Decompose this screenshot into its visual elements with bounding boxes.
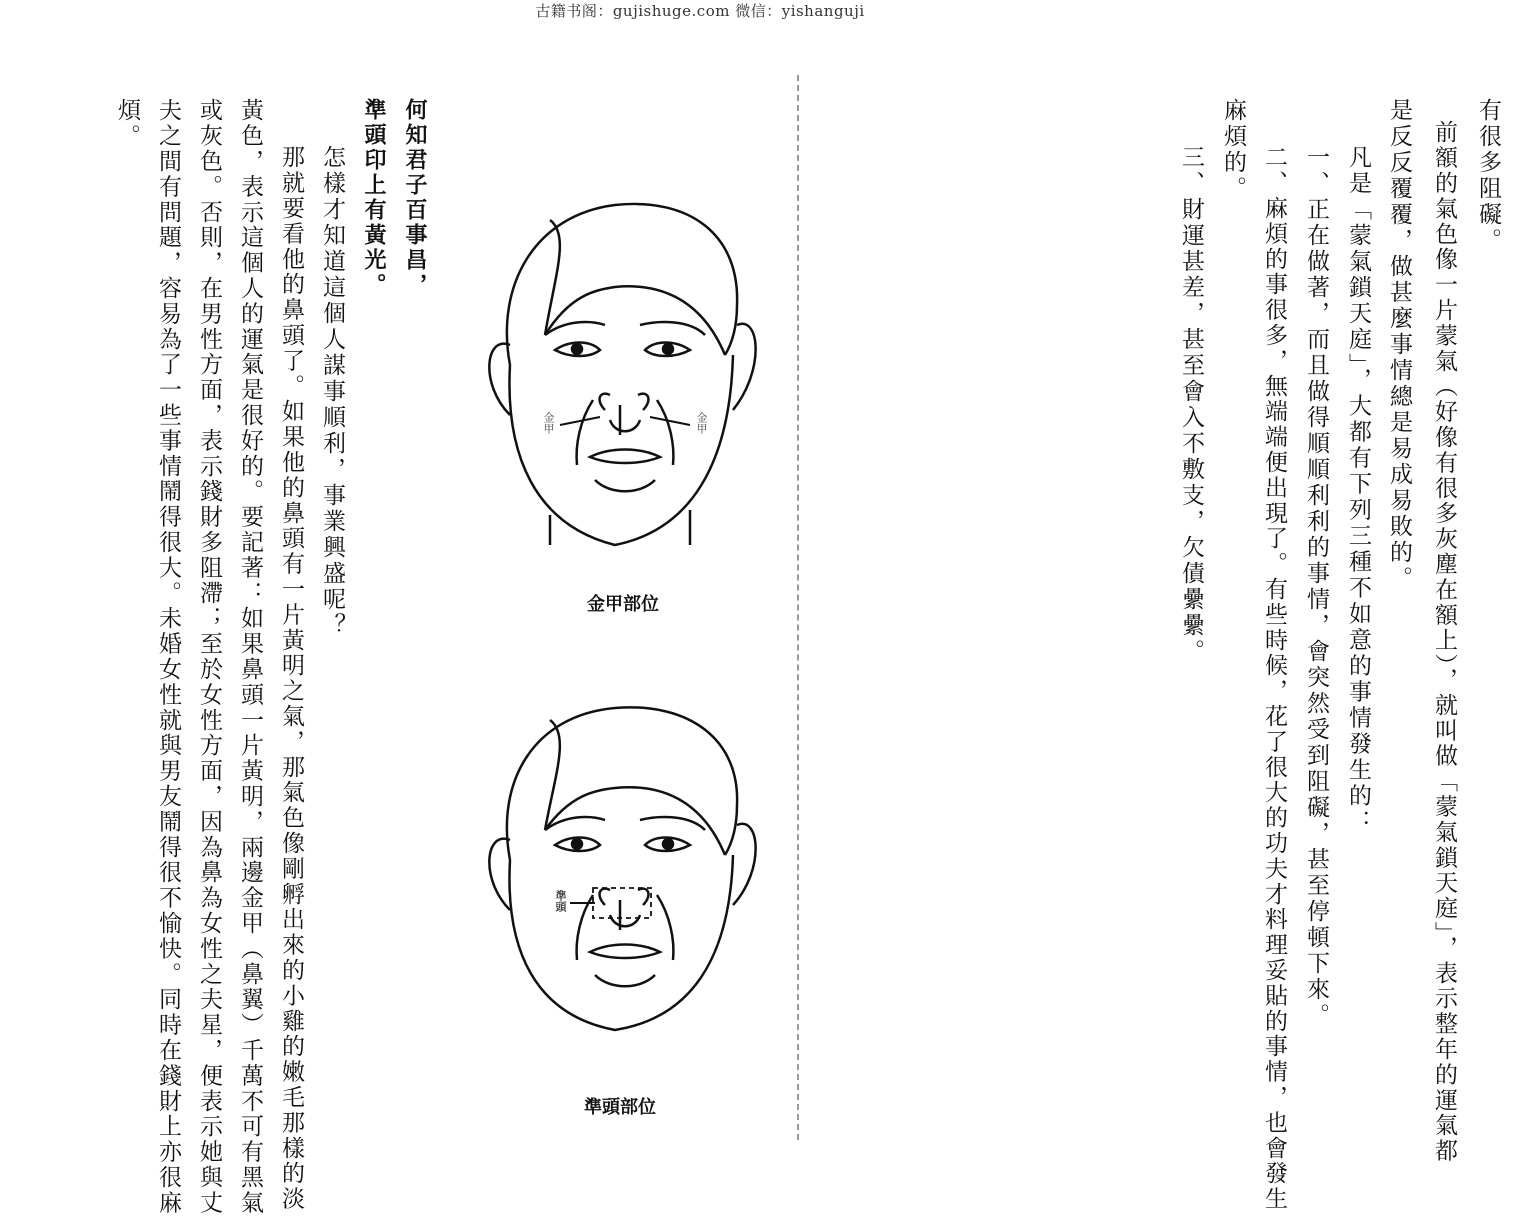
left-line-1: 怎樣才知道這個人謀事順利，事業興盛呢？ — [319, 145, 345, 639]
left-line-4: 或灰色。否則，在男性方面，表示錢財多阻滯；至於女性方面，因為鼻為女性之夫星，便表示她與丈 — [196, 98, 222, 1216]
face-diagram-nose-tip — [475, 700, 775, 1040]
right-line-2: 前額的氣色像一片蒙氣（好像有很多灰塵在額上），就叫做「蒙氣鎖天庭」，表示整年的運氣都 — [1431, 120, 1457, 1164]
right-line-3: 是反反覆覆，做甚麼事情總是易成易敗的。 — [1386, 98, 1412, 592]
caption-nose-tip: 準頭部位 — [584, 1097, 656, 1118]
watermark: 古籍书阁：gujishuge.com 微信：yishanguji — [535, 2, 865, 20]
marker-golden-armor-left: 金甲 — [542, 412, 555, 434]
face-diagram-golden-armor — [475, 195, 775, 555]
poem-line-2: 準頭印上有黃光。 — [361, 98, 386, 298]
left-line-5: 夫之間有問題，容易為了一些事情鬧得很大。未婚女性就與男友鬧得很不愉快。同時在錢財上亦很麻 — [155, 98, 181, 1216]
right-line-5: 一、正在做著，而且做得順順利利的事情，會突然受到阻礙，甚至停頓下來。 — [1303, 145, 1329, 1029]
right-line-4: 凡是「蒙氣鎖天庭」，大都有下列三種不如意的事情發生的： — [1345, 145, 1371, 836]
left-line-6: 煩。 — [114, 98, 140, 150]
left-line-2: 那就要看他的鼻頭了。如果他的鼻頭有一片黃明之氣，那氣色像剛孵出來的小雞的嫩毛那樣的淡 — [278, 145, 304, 1212]
right-line-1: 有很多阻礙。 — [1475, 98, 1501, 254]
poem-line-1: 何知君子百事昌， — [402, 98, 427, 298]
page-gutter — [797, 75, 799, 1140]
marker-nose-tip: 準頭 — [554, 890, 567, 912]
marker-golden-armor-right: 金甲 — [695, 412, 708, 434]
right-line-6: 二、麻煩的事很多，無端端便出現了。有些時候，花了很大的功夫才料理妥貼的事情，也會發生 — [1261, 145, 1287, 1212]
right-line-7: 麻煩的。 — [1220, 98, 1246, 202]
right-line-8: 三、財運甚差，甚至會入不敷支，欠債纍纍。 — [1178, 145, 1204, 665]
caption-golden-armor: 金甲部位 — [587, 594, 659, 615]
left-line-3: 黃色，表示這個人的運氣是很好的。要記著：如果鼻頭一片黃明，兩邊金甲（鼻翼）千萬不可有黑氣 — [237, 98, 263, 1216]
